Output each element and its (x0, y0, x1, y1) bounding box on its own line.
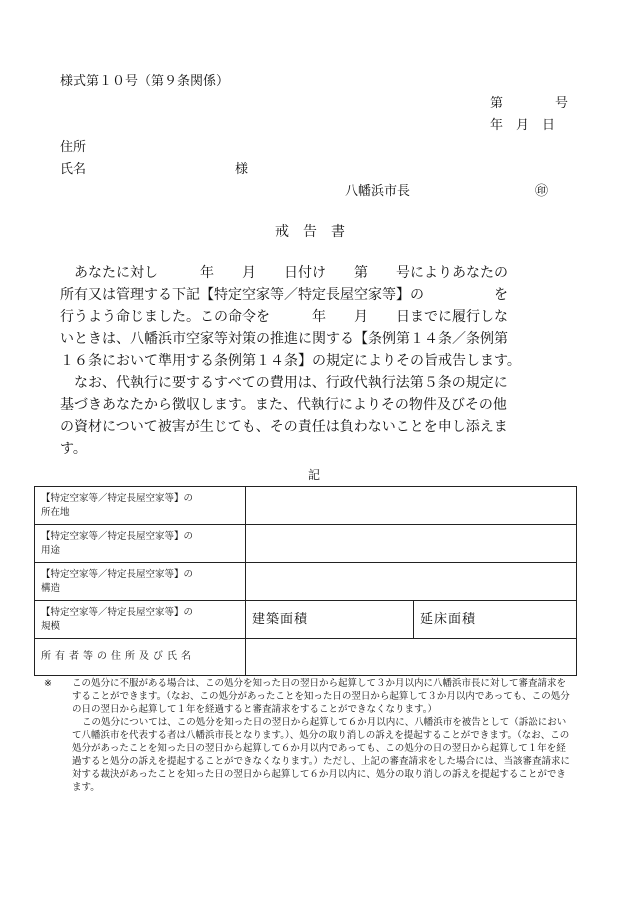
issuer: 八幡浜市長 (345, 184, 411, 199)
use-value (246, 525, 577, 563)
p1-line: いときは、八幡浜市空家等対策の推進に関する【条例第１４条／条例第 (60, 331, 508, 347)
p2-line: 基づきあなたから徴収します。また、代執行によりその物件及びその他 (60, 397, 507, 413)
structure-label (35, 563, 246, 601)
table-row (35, 563, 577, 601)
p2-line: す。 (60, 441, 87, 457)
p1-line: 行うよう命じました。この命令を 年 月 日までに履行しな (60, 309, 508, 325)
p1-line: １６条において準用する条例第１４条】の規定によりその旨戒告します。 (60, 353, 521, 369)
record-table (34, 486, 577, 676)
use-label (35, 525, 246, 563)
label-line: 構造 (41, 582, 61, 594)
address-label: 住所 (60, 140, 87, 155)
label-line: 【特定空家等／特定長屋空家等】の (41, 568, 194, 580)
p2-line: の資材について被害が生じても、その責任は負わないことを申し添えま (60, 419, 508, 435)
p1-line: 所有又は管理する下記【特定空家等／特定長屋空家等】の を (60, 287, 508, 303)
table-row (35, 639, 577, 676)
scale-label (35, 601, 246, 639)
location-label (35, 487, 246, 525)
floor-area-cell: 延床面積 (414, 601, 577, 639)
owner-value (246, 639, 577, 676)
table-row (35, 601, 577, 639)
notes (44, 677, 570, 794)
note-1: この処分に不服がある場合は、この処分を知った日の翌日から起算して３か月以内に八幡浜市長に対して審査請求をすることができます。（なお、この処分があったことを知った日の翌日から起算して３か月以内であっても、この処分の日の翌日から起算して１年を経過すると審査請求をすることができなくなります。） (72, 678, 570, 715)
honorific: 様 (235, 162, 249, 177)
paragraph-2 (60, 372, 570, 460)
issue-date: 年 月 日 (490, 118, 556, 133)
label-line: 用途 (41, 544, 61, 556)
document-title: 戒 告 書 (275, 224, 345, 240)
form-number: 様式第１０号（第９条関係） (60, 74, 230, 89)
label-line: 規模 (41, 620, 61, 632)
label-line: 【特定空家等／特定長屋空家等】の (41, 530, 194, 542)
ki-heading: 記 (308, 468, 321, 482)
note-2: この処分については、この処分を知った日の翌日から起算して６か月以内に、八幡浜市を被告として（訴訟において八幡浜市を代表する者は八幡浜市長となります。）、処分の取り消しの訴えを提起することができます。（なお、この処分があったことを知った日の翌日から起算して６か月以内であっても、この処分の日の翌日から起算して１年を経過すると処分の訴えを提起することができなくなります。）ただし、上記の審査請求をした場合には、当該審査請求に対する裁決があったことを知った日の翌日から起算して６か月以内に、処分の取り消しの訴えを提起することができます。 (72, 717, 570, 793)
table-row (35, 525, 577, 563)
table-row (35, 487, 577, 525)
structure-value (246, 563, 577, 601)
note-mark: ※ (44, 678, 52, 689)
label-line: 【特定空家等／特定長屋空家等】の (41, 606, 194, 618)
location-value (246, 487, 577, 525)
paragraph-1 (60, 262, 570, 372)
building-area-cell: 建築面積 (246, 601, 414, 639)
owner-label: 所有者等の住所及び氏名 (35, 639, 246, 676)
p2-line: なお、代執行に要するすべての費用は、行政代執行法第５条の規定に (74, 375, 508, 391)
document-number: 第 号 (490, 96, 569, 111)
label-line: 所在地 (41, 506, 70, 518)
name-label: 氏名 (60, 162, 87, 177)
seal-icon: ㊞ (535, 184, 549, 199)
label-line: 【特定空家等／特定長屋空家等】の (41, 492, 194, 504)
p1-line: あなたに対し 年 月 日付け 第 号によりあなたの (74, 265, 508, 281)
